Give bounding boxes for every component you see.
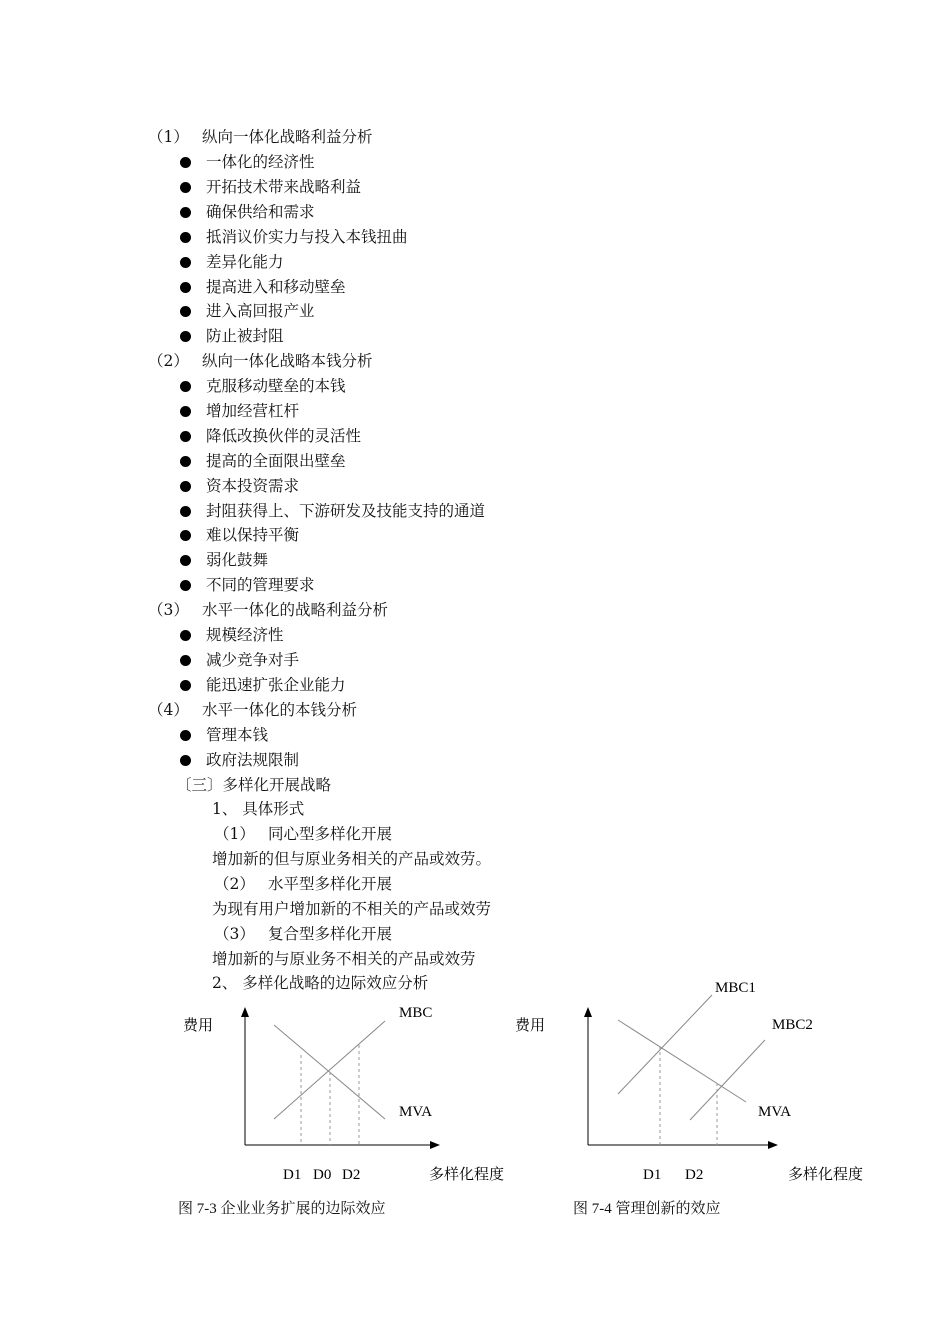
form-3-number: （3） (214, 925, 255, 943)
figure-7-3-caption: 图 7-3 企业业务扩展的边际效应 (178, 1201, 386, 1217)
section-1-title: 纵向一体化战略利益分析 (202, 128, 373, 146)
bullet-icon (180, 207, 191, 218)
bullet-icon (180, 630, 191, 641)
list-item: 开拓技术带来战略利益 (206, 177, 362, 196)
bullet-icon (180, 456, 191, 467)
list-item: 一体化的经济性 (206, 153, 315, 171)
section-2-title: 纵向一体化战略本钱分析 (202, 352, 373, 370)
list-item: 进入高回报产业 (206, 302, 315, 321)
form-3-title: 复合型多样化开展 (268, 925, 393, 943)
list-item: 管理本钱 (206, 726, 269, 744)
bullet-icon (180, 431, 191, 442)
form-1-number: （1） (214, 825, 255, 843)
fig2-mbc2-label: MBC2 (772, 1017, 813, 1033)
list-item: 能迅速扩张企业能力 (206, 675, 346, 694)
fig2-y-arrow (584, 1007, 592, 1017)
fig1-tick-d0: D0 (313, 1167, 332, 1183)
list-item: 资本投资需求 (206, 476, 300, 495)
section-3-number: （3） (148, 601, 189, 619)
list-item: 克服移动壁垒的本钱 (206, 377, 346, 395)
section-2-number: （2） (148, 352, 189, 370)
list-item: 提高的全面限出壁垒 (206, 451, 346, 470)
bullet-icon (180, 182, 191, 193)
fig2-tick-d1: D1 (643, 1167, 662, 1183)
figure-7-4-diagram (510, 970, 890, 1195)
figure-7-4-caption: 图 7-4 管理创新的效应 (573, 1201, 721, 1217)
fig1-mbc-label: MBC (399, 1005, 433, 1021)
list-item: 封阻获得上、下游研发及技能支持的通道 (206, 501, 486, 520)
list-item: 难以保持平衡 (206, 526, 300, 545)
fig2-mbc2-line (690, 1040, 765, 1120)
fig2-x-arrow (768, 1141, 778, 1149)
figure-7-3-diagram (170, 995, 530, 1195)
section-4-title: 水平一体化的本钱分析 (202, 701, 358, 719)
list-item: 差异化能力 (206, 252, 284, 271)
form-1-description: 增加新的但与原业务相关的产品或效劳。 (212, 850, 492, 868)
list-item: 确保供给和需求 (206, 202, 315, 221)
form-2-number: （2） (214, 875, 255, 893)
list-item: 减少竞争对手 (206, 650, 300, 669)
list-item: 降低改换伙伴的灵活性 (206, 426, 362, 445)
fig1-y-arrow (241, 1007, 249, 1017)
fig2-mbc1-label: MBC1 (715, 980, 756, 996)
fig2-x-label: 多样化程度 (788, 1167, 864, 1183)
list-item: 规模经济性 (206, 626, 284, 644)
fig2-mbc1-line (618, 995, 712, 1094)
fig2-y-label: 费用 (515, 1018, 546, 1034)
section-1-number: （1） (148, 128, 189, 146)
fig2-tick-d2: D2 (685, 1167, 704, 1183)
bullet-icon (180, 331, 191, 342)
bullet-icon (180, 580, 191, 591)
list-item: 增加经营杠杆 (206, 401, 300, 420)
fig1-mva-label: MVA (399, 1104, 433, 1120)
list-item: 抵消议价实力与投入本钱扭曲 (206, 227, 408, 246)
fig1-x-label: 多样化程度 (429, 1167, 505, 1183)
bullet-icon (180, 530, 191, 541)
bullet-icon (180, 506, 191, 517)
bullet-icon (180, 406, 191, 417)
form-1-title: 同心型多样化开展 (268, 825, 393, 843)
section-3-title: 水平一体化的战略利益分析 (202, 601, 389, 619)
list-item: 防止被封阻 (206, 327, 284, 346)
fig1-x-arrow (430, 1141, 440, 1149)
fig1-y-label: 费用 (183, 1018, 214, 1034)
bullet-icon (180, 655, 191, 666)
bullet-icon (180, 755, 191, 766)
list-item: 提高进入和移动壁垒 (206, 277, 346, 296)
fig2-mva-line (618, 1020, 746, 1102)
forms-subheading: 1、 具体形式 (212, 800, 305, 818)
fig2-mva-label: MVA (758, 1104, 792, 1120)
marginal-analysis-subheading: 2、 多样化战略的边际效应分析 (212, 974, 429, 992)
form-2-title: 水平型多样化开展 (268, 875, 393, 893)
section-4-number: （4） (148, 701, 189, 719)
fig1-tick-d2: D2 (342, 1167, 361, 1183)
list-item: 政府法规限制 (206, 750, 300, 769)
bullet-icon (180, 306, 191, 317)
list-item: 弱化鼓舞 (206, 551, 269, 570)
list-item: 不同的管理要求 (206, 576, 315, 595)
bullet-icon (180, 555, 191, 566)
bullet-icon (180, 257, 191, 268)
bullet-icon (180, 282, 191, 293)
bullet-icon (180, 381, 191, 392)
diversification-heading: 〔三〕多样化开展战略 (176, 776, 332, 794)
bullet-icon (180, 481, 191, 492)
bullet-icon (180, 680, 191, 691)
form-2-description: 为现有用户增加新的不相关的产品或效劳 (212, 900, 492, 918)
bullet-icon (180, 232, 191, 243)
fig1-tick-d1: D1 (283, 1167, 302, 1183)
form-3-description: 增加新的与原业务不相关的产品或效劳 (212, 950, 476, 968)
bullet-icon (180, 730, 191, 741)
bullet-icon (180, 157, 191, 168)
